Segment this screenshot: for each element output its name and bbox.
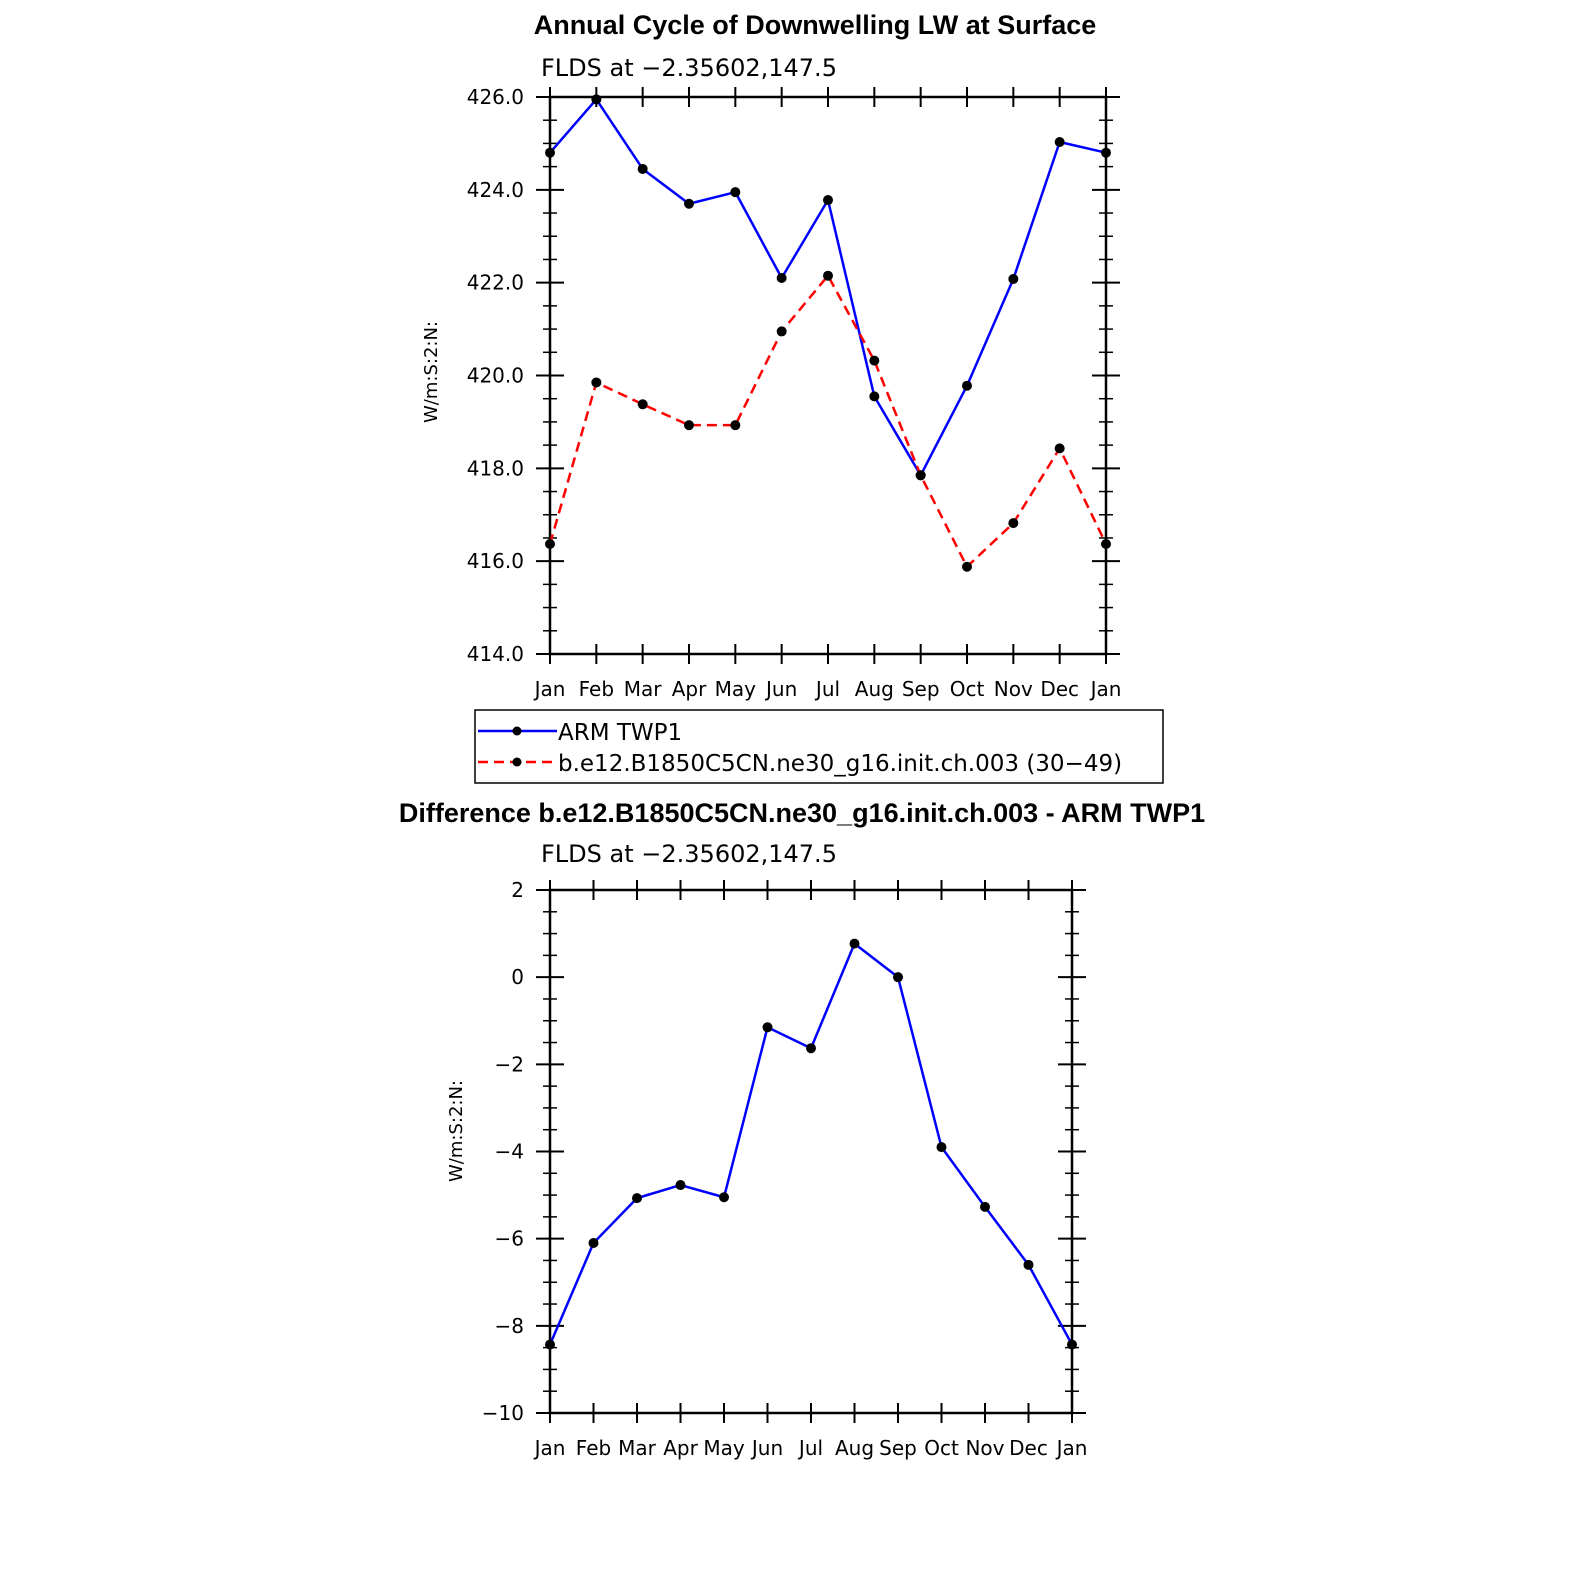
chart-2-series-0-point <box>1067 1340 1077 1350</box>
chart-1-ytick-label: 414.0 <box>466 642 524 666</box>
chart-2-xtick-label: Nov <box>965 1436 1005 1460</box>
chart-1-series-0-point <box>591 94 601 104</box>
chart-2-ytick-label: −10 <box>481 1401 524 1425</box>
legend-model-marker <box>513 758 522 767</box>
chart-1-series-1-point <box>823 271 833 281</box>
chart-1-ytick-label: 418.0 <box>466 456 524 481</box>
chart-1-series-1-line <box>550 276 1106 567</box>
chart-1-series-1-point <box>545 539 555 549</box>
chart-1-xtick-label: Jul <box>815 677 841 701</box>
chart-1-series-1-point <box>1055 443 1065 453</box>
legend-model-label: b.e12.B1850C5CN.ne30_g16.init.ch.003 (30−49) <box>558 751 1123 777</box>
chart-2-ytick-label: −6 <box>494 1226 524 1251</box>
chart-1-ytick-label: 416.0 <box>466 549 524 574</box>
chart-1-xtick-label: Oct <box>949 677 985 701</box>
chart-1-series-0-point <box>638 164 648 174</box>
legend <box>475 710 1163 783</box>
chart-2-xtick-label: Apr <box>663 1436 698 1460</box>
chart-1-series-0-point <box>730 187 740 197</box>
chart-2-series-0-point <box>676 1180 686 1190</box>
chart-2-ylabel: W/m:S:2:N: <box>446 1080 467 1182</box>
chart-1-frame <box>550 97 1106 654</box>
chart-2-xtick-label: Mar <box>618 1436 656 1460</box>
chart-2-xtick-label: Feb <box>575 1436 612 1460</box>
chart-1-title: Annual Cycle of Downwelling LW at Surface <box>533 10 1097 40</box>
chart-2-series-0-point <box>893 972 903 982</box>
chart-1-series-0-line <box>550 99 1106 475</box>
chart-2-series-0-point <box>1024 1260 1034 1270</box>
chart-2-ytick-label: −8 <box>494 1313 524 1338</box>
chart-1-plot <box>467 85 1122 701</box>
chart-2-xtick-label: Sep <box>879 1436 917 1460</box>
chart-1-series-1-point <box>777 326 787 336</box>
chart-2-series-0-point <box>719 1192 729 1202</box>
chart-2-xtick-label: Jan <box>1056 1436 1088 1460</box>
chart-2-series-0-point <box>763 1022 773 1032</box>
chart-2-xtick-label: Jan <box>534 1436 566 1460</box>
chart-2-frame <box>550 890 1072 1413</box>
chart-1-series-0-point <box>823 195 833 205</box>
chart-2-xtick-label: May <box>703 1436 745 1460</box>
chart-1-series-1-point <box>638 399 648 409</box>
chart-2-ytick-label: −4 <box>494 1139 524 1164</box>
chart-1-xtick-label: Dec <box>1040 677 1080 701</box>
chart-1-series-0-point <box>1055 137 1065 147</box>
legend-arm-marker <box>513 727 522 736</box>
chart-1-series-0-point <box>545 148 555 158</box>
chart-2-xtick-label: Dec <box>1009 1436 1048 1460</box>
chart-2-ytick-label: −2 <box>494 1052 524 1077</box>
chart-2-xtick-label: Jun <box>751 1436 784 1460</box>
chart-1-xtick-label: Jan <box>1090 677 1122 701</box>
chart-1-ytick-label: 426.0 <box>466 85 524 109</box>
chart-1-ylabel: W/m:S:2:N: <box>421 321 442 423</box>
chart-1-series-1-point <box>869 356 879 366</box>
chart-1-xtick-label: Aug <box>854 677 894 701</box>
chart-1-series-0-point <box>684 199 694 209</box>
chart-2-plot <box>482 878 1088 1460</box>
chart-1-xtick-label: Sep <box>901 677 940 701</box>
chart-2-title: Difference b.e12.B1850C5CN.ne30_g16.init.ch.003 - ARM TWP1 <box>398 798 1206 828</box>
chart-2-ytick-label: 2 <box>511 878 524 902</box>
chart-1-xtick-label: Jun <box>766 677 798 701</box>
chart-1-xtick-label: Feb <box>578 677 615 701</box>
chart-1-xtick-label: May <box>714 677 757 701</box>
chart-2-series-0-point <box>980 1202 990 1212</box>
chart-2-series-0-point <box>545 1340 555 1350</box>
chart-1-series-1-point <box>1008 518 1018 528</box>
chart-1-series-0-point <box>1101 148 1111 158</box>
chart-1-series-1-point <box>1101 539 1111 549</box>
chart-1-ytick-label: 420.0 <box>466 363 524 388</box>
chart-2-series-0-point <box>850 939 860 949</box>
chart-1-ytick-label: 424.0 <box>466 177 524 202</box>
chart-2-series-0-point <box>937 1142 947 1152</box>
chart-1-xtick-label: Nov <box>993 677 1033 701</box>
chart-2-xtick-label: Aug <box>834 1436 875 1460</box>
chart-2-series-0-point <box>632 1193 642 1203</box>
chart-1-xtick-label: Apr <box>671 677 707 701</box>
chart-1-subtitle: FLDS at −2.35602,147.5 <box>541 54 837 82</box>
chart-2-xtick-label: Jul <box>798 1436 824 1460</box>
chart-1-series-0-point <box>1008 274 1018 284</box>
chart-1-xtick-label: Jan <box>534 677 566 701</box>
chart-1-series-1-point <box>684 420 694 430</box>
chart-2-series-0-point <box>806 1043 816 1053</box>
chart-2-ytick-label: 0 <box>511 965 524 990</box>
legend-arm-label: ARM TWP1 <box>558 720 683 746</box>
chart-1-series-1-point <box>916 470 926 480</box>
chart-1-series-0-point <box>777 273 787 283</box>
chart-1-series-1-point <box>591 377 601 387</box>
chart-1-ytick-label: 422.0 <box>466 270 524 295</box>
chart-2-series-0-line <box>550 944 1072 1345</box>
chart-2-series-0-point <box>589 1238 599 1248</box>
chart-1-series-1-point <box>730 420 740 430</box>
chart-1-series-0-point <box>869 391 879 401</box>
chart-1-series-1-point <box>962 562 972 572</box>
chart-2-xtick-label: Oct <box>924 1436 959 1460</box>
chart-2-subtitle: FLDS at −2.35602,147.5 <box>541 840 837 868</box>
chart-1-xtick-label: Mar <box>623 677 662 701</box>
chart-1-series-0-point <box>962 381 972 391</box>
